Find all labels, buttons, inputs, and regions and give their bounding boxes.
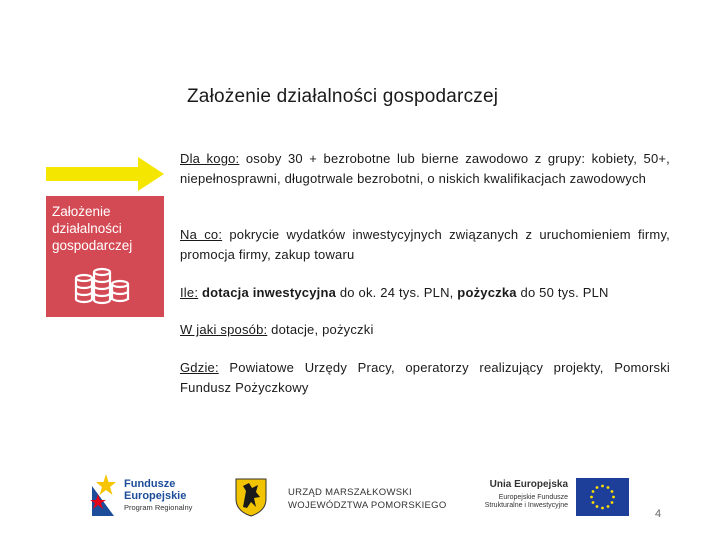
fe-star-icon (88, 472, 120, 520)
section-text: Powiatowe Urzędy Pracy, operatorzy realizujący projekty, Pomorski Fundusz Pożyczkowy (180, 360, 670, 395)
section-jaki-sposob (180, 320, 670, 340)
page-title: Założenie działalności gospodarczej (187, 86, 499, 107)
unia-europejska-logo (462, 478, 632, 518)
section-label: W jaki sposób: (180, 322, 268, 337)
grant-amount: do ok. 24 tys. PLN, (336, 285, 458, 300)
eu-flag-icon (576, 478, 629, 516)
page-number: 4 (655, 508, 662, 520)
loan-text: pożyczka (457, 285, 517, 300)
urzad-marszalkowski-logo (234, 477, 447, 519)
tile-label: Założenie działalności gospodarczej (52, 204, 133, 253)
grant-text: dotacja inwestycyjna (201, 285, 337, 300)
section-label: Gdzie: (180, 360, 219, 375)
fe-line3: Program Regionalny (124, 503, 193, 512)
section-dla-kogo (180, 149, 670, 189)
section-ile (180, 283, 670, 303)
section-gdzie (180, 358, 670, 398)
section-na-co (180, 225, 670, 265)
section-label: Ile: (180, 285, 199, 300)
sdg-tile (46, 196, 164, 317)
fe-line1: Fundusze (124, 478, 176, 490)
ue-line2: Europejskie Fundusze (498, 494, 568, 501)
section-label: Dla kogo: (180, 151, 240, 166)
section-text: pokrycie wydatków inwestycyjnych związanych z uruchomieniem firmy, promocja firmy, zakup towaru (180, 227, 670, 262)
fe-line2: Europejskie (124, 490, 187, 502)
section-text: dotacje, pożyczki (271, 322, 374, 337)
urzad-line1: URZĄD MARSZAŁKOWSKI (288, 487, 412, 498)
ue-line3: Strukturalne i Inwestycyjne (484, 502, 568, 509)
arrow-right-icon (46, 157, 164, 191)
section-text: osoby 30 + bezrobotne lub bierne zawodowo z grupy: kobiety, 50+, niepełnosprawni, długotrwale bezrobotni, o niskich kwalifikacjach zawodowych (180, 151, 670, 186)
fundusze-europejskie-logo (88, 472, 213, 522)
coins-stack-icon (74, 266, 130, 306)
loan-amount: do 50 tys. PLN (516, 285, 609, 300)
urzad-line2: WOJEWÓDZTWA POMORSKIEGO (288, 500, 447, 511)
griffin-crest-icon (234, 477, 268, 517)
ue-line1: Unia Europejska (489, 479, 568, 490)
section-label: Na co: (180, 227, 223, 242)
